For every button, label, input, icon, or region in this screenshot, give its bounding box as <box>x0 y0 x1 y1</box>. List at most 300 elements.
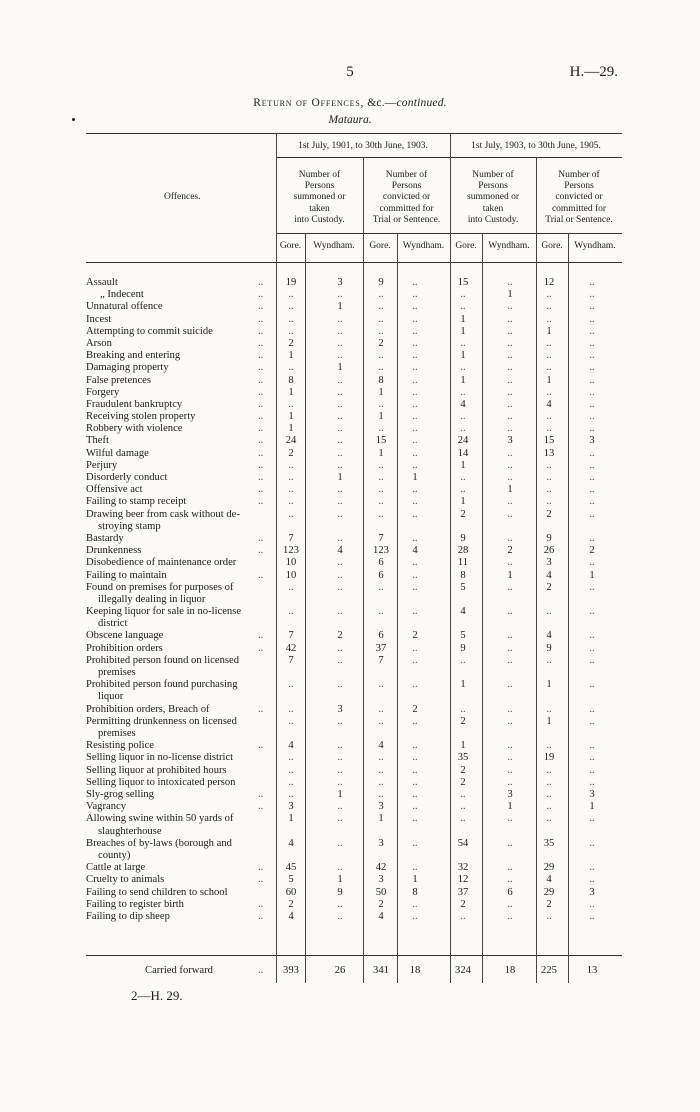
leader-dots: .. <box>258 910 264 922</box>
table-row <box>0 411 700 423</box>
value-cell: 7 <box>288 532 294 544</box>
value-cell: 2 <box>460 715 466 727</box>
value-cell: 9 <box>546 532 552 544</box>
value-cell: 1 <box>460 313 466 325</box>
value-cell: .. <box>507 654 513 666</box>
offence-name <box>86 423 270 435</box>
value-cell: .. <box>507 642 513 654</box>
value-cell: .. <box>589 472 595 483</box>
value-cell: 1 <box>507 289 513 301</box>
offence-label: Failing to maintain <box>86 569 167 581</box>
value-cell: 4 <box>378 910 384 922</box>
value-cell: .. <box>412 642 418 654</box>
value-cell: 1 <box>589 569 595 581</box>
table-row <box>0 362 700 374</box>
offence-name <box>86 277 270 289</box>
value-cell: .. <box>546 776 552 788</box>
value-cell: .. <box>546 313 552 325</box>
value-cell: .. <box>337 764 343 776</box>
value-cell: 9 <box>337 886 343 898</box>
sub-header-gore: Gore. <box>279 241 302 251</box>
value-cell: .. <box>507 459 513 471</box>
value-cell: .. <box>546 910 552 922</box>
value-cell: .. <box>337 898 343 910</box>
value-cell: .. <box>589 459 595 471</box>
sub-header-wyndham: Wyndham. <box>574 241 616 251</box>
value-cell: .. <box>589 374 595 386</box>
table-row <box>0 448 700 460</box>
value-cell: .. <box>337 813 343 825</box>
value-cell: .. <box>507 301 513 313</box>
value-cell: .. <box>378 325 384 337</box>
offence-name <box>86 533 270 545</box>
value-cell: .. <box>546 459 552 471</box>
value-cell: .. <box>589 764 595 776</box>
offence-name <box>86 765 270 777</box>
value-cell: 1 <box>546 374 552 386</box>
value-cell: .. <box>507 532 513 544</box>
value-cell: 37 <box>457 886 469 898</box>
value-cell: .. <box>412 776 418 788</box>
value-cell: .. <box>589 642 595 654</box>
value-cell: .. <box>412 752 418 764</box>
table-row <box>0 545 700 557</box>
value-cell: .. <box>589 752 595 764</box>
offence-label-continued: illegally dealing in liquor <box>98 593 206 605</box>
column-group-header-line: Persons <box>478 181 508 192</box>
value-cell: .. <box>288 301 294 313</box>
value-cell: 4 <box>460 606 466 618</box>
offence-label: Breaking and entering <box>86 350 181 362</box>
value-cell: .. <box>378 508 384 520</box>
value-cell: .. <box>507 423 513 435</box>
offence-name <box>86 716 270 740</box>
offence-label: Damaging property <box>86 362 169 374</box>
leader-dots: .. <box>258 898 264 910</box>
column-group-header-line: summoned or <box>293 192 346 203</box>
value-cell: .. <box>460 910 466 922</box>
value-cell: 4 <box>412 545 418 557</box>
value-cell: .. <box>546 350 552 362</box>
value-cell: .. <box>589 606 595 618</box>
leader-dots: .. <box>258 703 264 715</box>
leader-dots: .. <box>258 423 264 435</box>
value-cell: 8 <box>288 374 294 386</box>
value-cell: 2 <box>546 508 552 520</box>
table-row <box>0 399 700 411</box>
value-cell: .. <box>546 472 552 483</box>
value-cell: .. <box>412 325 418 337</box>
table-row <box>0 277 700 289</box>
sub-header-gore: Gore. <box>369 241 391 251</box>
value-cell: 4 <box>337 545 343 557</box>
value-cell: 4 <box>378 740 384 752</box>
value-cell: .. <box>589 447 595 459</box>
value-cell: .. <box>589 557 595 569</box>
value-cell: .. <box>412 606 418 618</box>
value-cell: 1 <box>378 813 384 825</box>
value-cell: .. <box>412 496 418 508</box>
value-cell: 123 <box>373 545 389 557</box>
value-cell: 1 <box>378 447 384 459</box>
leader-dots: .. <box>258 277 264 288</box>
value-cell: .. <box>337 569 343 581</box>
value-cell: 5 <box>460 630 466 642</box>
value-cell: 1 <box>288 423 294 435</box>
table-row <box>0 606 700 630</box>
value-cell: .. <box>337 752 343 764</box>
offence-name <box>86 655 270 679</box>
margin-mark <box>72 118 75 121</box>
offence-label-continued: premises <box>98 728 136 740</box>
value-cell: 60 <box>285 886 297 898</box>
value-cell: .. <box>507 325 513 337</box>
leader-dots: .. <box>258 350 264 362</box>
value-cell: .. <box>589 337 595 349</box>
carried-forward-leader: .. <box>258 965 264 976</box>
value-cell: 11 <box>457 557 469 569</box>
value-cell: .. <box>337 654 343 666</box>
value-cell: .. <box>337 411 343 423</box>
leader-dots: .. <box>258 496 264 508</box>
value-cell: 15 <box>375 435 387 447</box>
value-cell: .. <box>378 459 384 471</box>
offence-name <box>86 643 270 655</box>
offence-label: Offensive act <box>86 484 143 496</box>
leader-dots: .. <box>258 386 264 398</box>
value-cell: .. <box>412 313 418 325</box>
offence-label: Theft <box>86 435 109 447</box>
value-cell: 1 <box>507 801 513 813</box>
offence-label: Disobedience of maintenance order <box>86 557 237 569</box>
value-cell: 37 <box>375 642 387 654</box>
value-cell: 5 <box>288 874 294 886</box>
value-cell: 6 <box>378 630 384 642</box>
table-row <box>0 752 700 764</box>
table-row <box>0 350 700 362</box>
table-row <box>0 301 700 313</box>
value-cell: .. <box>412 764 418 776</box>
value-cell: .. <box>288 752 294 764</box>
offence-label: Perjury <box>86 459 118 471</box>
leader-dots: .. <box>258 862 264 874</box>
value-cell: .. <box>460 362 466 374</box>
value-cell: 1 <box>288 411 294 423</box>
value-cell: .. <box>507 898 513 910</box>
value-cell: 1 <box>460 325 466 337</box>
table-row <box>0 326 700 338</box>
table-row <box>0 777 700 789</box>
value-cell: .. <box>337 423 343 435</box>
value-cell: .. <box>546 813 552 825</box>
value-cell: 12 <box>543 277 555 288</box>
value-cell: .. <box>337 740 343 752</box>
offence-label: Breaches of by-laws (borough and <box>86 837 232 849</box>
value-cell: .. <box>378 752 384 764</box>
value-cell: 9 <box>460 642 466 654</box>
value-cell: .. <box>589 313 595 325</box>
table-row <box>0 338 700 350</box>
value-cell: 35 <box>543 837 555 849</box>
value-cell: .. <box>337 837 343 849</box>
carried-forward-value: 225 <box>541 965 557 976</box>
value-cell: 1 <box>546 679 552 691</box>
offence-name <box>86 911 270 923</box>
table-row <box>0 655 700 679</box>
table-row <box>0 557 700 569</box>
offence-name <box>86 887 270 899</box>
value-cell: .. <box>288 325 294 337</box>
offence-name <box>86 472 270 484</box>
table-row <box>0 472 700 484</box>
value-cell: 8 <box>412 886 418 898</box>
value-cell: .. <box>546 484 552 496</box>
value-cell: 2 <box>288 898 294 910</box>
value-cell: .. <box>288 484 294 496</box>
value-cell: 1 <box>378 386 384 398</box>
value-cell: 9 <box>546 642 552 654</box>
value-cell: .. <box>288 764 294 776</box>
value-cell: .. <box>589 630 595 642</box>
value-cell: .. <box>412 459 418 471</box>
table-row <box>0 509 700 533</box>
value-cell: 3 <box>337 277 343 288</box>
value-cell: .. <box>412 862 418 874</box>
table-row <box>0 813 700 837</box>
offence-name <box>86 435 270 447</box>
value-cell: .. <box>337 557 343 569</box>
value-cell: 6 <box>507 886 513 898</box>
offence-name <box>86 375 270 387</box>
value-cell: 1 <box>460 679 466 691</box>
value-cell: .. <box>378 313 384 325</box>
value-cell: .. <box>337 801 343 813</box>
offence-label: Cruelty to animals <box>86 874 165 886</box>
offence-label: Prohibition orders <box>86 642 163 654</box>
offence-label: Bastardy <box>86 532 124 544</box>
page-title <box>0 97 700 109</box>
value-cell: .. <box>412 898 418 910</box>
value-cell: .. <box>337 447 343 459</box>
column-group-header-line: Number of <box>385 170 428 180</box>
value-cell: .. <box>546 337 552 349</box>
leader-dots: .. <box>258 374 264 386</box>
column-group-header-line: committed for <box>551 203 607 214</box>
value-cell: .. <box>546 740 552 752</box>
leader-dots: .. <box>258 313 264 325</box>
value-cell: .. <box>507 496 513 508</box>
value-cell: .. <box>507 703 513 715</box>
value-cell: 2 <box>460 764 466 776</box>
leader-dots: .. <box>258 411 264 423</box>
value-cell: 1 <box>546 715 552 727</box>
value-cell: .. <box>288 508 294 520</box>
value-cell: .. <box>337 862 343 874</box>
value-cell: .. <box>546 301 552 313</box>
offence-name <box>86 448 270 460</box>
carried-forward-value: 393 <box>283 965 299 976</box>
table-row <box>0 874 700 886</box>
column-group-header-line: taken <box>482 203 504 214</box>
title-rest: &c.— <box>364 97 397 109</box>
table-row <box>0 887 700 899</box>
value-cell: .. <box>412 277 418 288</box>
value-cell: 7 <box>288 654 294 666</box>
value-cell: .. <box>378 776 384 788</box>
value-cell: .. <box>412 362 418 374</box>
offence-label-continued: county) <box>98 849 131 861</box>
value-cell: .. <box>412 654 418 666</box>
column-group-header-line: Number of <box>298 170 341 180</box>
title-continued: continued. <box>396 97 447 109</box>
offence-label: Sly-grog selling <box>86 788 154 800</box>
table-row <box>0 630 700 642</box>
offence-label: Assault <box>86 277 118 288</box>
value-cell: 1 <box>546 325 552 337</box>
offence-name <box>86 399 270 411</box>
value-cell: 1 <box>412 874 418 886</box>
value-cell: 29 <box>543 862 555 874</box>
value-cell: .. <box>460 703 466 715</box>
table-row <box>0 716 700 740</box>
offence-label: Selling liquor in no-license district <box>86 752 234 764</box>
offence-name <box>86 801 270 813</box>
leader-dots: .. <box>258 740 264 752</box>
column-group-header-line: convicted or <box>555 192 603 203</box>
value-cell: 2 <box>546 581 552 593</box>
value-cell: .. <box>589 508 595 520</box>
table-row <box>0 911 700 923</box>
offence-label-continued: premises <box>98 667 136 679</box>
value-cell: .. <box>460 654 466 666</box>
document-reference: H.—29. <box>569 64 618 80</box>
value-cell: 29 <box>543 886 555 898</box>
offence-name <box>86 630 270 642</box>
offence-label: Arson <box>86 337 112 349</box>
value-cell: .. <box>378 703 384 715</box>
value-cell: .. <box>546 788 552 800</box>
value-cell: 2 <box>507 545 513 557</box>
value-cell: .. <box>337 532 343 544</box>
value-cell: .. <box>460 337 466 349</box>
offences-column-header: Offences. <box>164 192 201 202</box>
value-cell: .. <box>507 776 513 788</box>
value-cell: 1 <box>288 350 294 362</box>
value-cell: .. <box>378 715 384 727</box>
value-cell: .. <box>288 313 294 325</box>
value-cell: .. <box>288 362 294 374</box>
value-cell: .. <box>507 350 513 362</box>
table-row <box>0 838 700 862</box>
value-cell: .. <box>507 764 513 776</box>
value-cell: .. <box>546 423 552 435</box>
value-cell: .. <box>546 801 552 813</box>
offence-name <box>86 362 270 374</box>
carried-forward-value: 13 <box>586 965 598 976</box>
value-cell: 10 <box>285 557 297 569</box>
value-cell: .. <box>337 910 343 922</box>
table-row <box>0 484 700 496</box>
value-cell: 9 <box>460 532 466 544</box>
carried-forward-value: 341 <box>373 965 389 976</box>
value-cell: .. <box>378 472 384 483</box>
value-cell: 19 <box>285 277 297 288</box>
value-cell: .. <box>507 813 513 825</box>
value-cell: .. <box>337 313 343 325</box>
offence-label: Failing to dip sheep <box>86 910 170 922</box>
offence-label: Drunkenness <box>86 545 142 557</box>
offence-name <box>86 460 270 472</box>
value-cell: 1 <box>378 411 384 423</box>
value-cell: .. <box>412 813 418 825</box>
signature-mark: 2—H. 29. <box>131 988 183 1003</box>
value-cell: 1 <box>288 813 294 825</box>
table-row <box>0 801 700 813</box>
column-group-header-line: Trial or Sentence. <box>372 214 441 225</box>
value-cell: .. <box>288 581 294 593</box>
offence-label: Failing to stamp receipt <box>86 496 187 508</box>
value-cell: .. <box>589 386 595 398</box>
offence-name <box>86 606 270 630</box>
value-cell: .. <box>589 837 595 849</box>
value-cell: .. <box>460 472 466 483</box>
value-cell: 3 <box>507 435 513 447</box>
value-cell: .. <box>378 301 384 313</box>
value-cell: .. <box>460 423 466 435</box>
value-cell: .. <box>412 289 418 301</box>
table-row <box>0 765 700 777</box>
value-cell: .. <box>337 350 343 362</box>
table-row <box>0 704 700 716</box>
offence-label: Permitting drunkenness on licensed <box>86 715 237 727</box>
table-row <box>0 435 700 447</box>
value-cell: .. <box>378 350 384 362</box>
value-cell: .. <box>589 484 595 496</box>
table-row <box>0 314 700 326</box>
value-cell: 3 <box>589 788 595 800</box>
leader-dots: .. <box>258 484 264 496</box>
value-cell: .. <box>460 813 466 825</box>
value-cell: .. <box>589 776 595 788</box>
value-cell: .. <box>412 740 418 752</box>
value-cell: 24 <box>285 435 297 447</box>
offence-label-continued: stroying stamp <box>98 520 161 532</box>
value-cell: .. <box>589 532 595 544</box>
value-cell: .. <box>337 337 343 349</box>
value-cell: .. <box>460 801 466 813</box>
value-cell: 1 <box>460 350 466 362</box>
value-cell: .. <box>589 813 595 825</box>
offence-label: Wilful damage <box>86 447 149 459</box>
table-row <box>0 533 700 545</box>
offence-label: Incest <box>86 313 112 325</box>
column-group-header-line: committed for <box>379 203 434 214</box>
value-cell: 15 <box>457 277 469 288</box>
title-main: Return of Offences, <box>253 97 365 109</box>
table-row <box>0 375 700 387</box>
value-cell: .. <box>337 459 343 471</box>
value-cell: .. <box>412 557 418 569</box>
value-cell: .. <box>378 362 384 374</box>
value-cell: .. <box>337 386 343 398</box>
value-cell: .. <box>288 289 294 301</box>
offence-name <box>86 862 270 874</box>
value-cell: .. <box>507 874 513 886</box>
column-group-header-line: summoned or <box>467 192 519 203</box>
value-cell: .. <box>589 362 595 374</box>
value-cell: .. <box>460 386 466 398</box>
value-cell: .. <box>507 313 513 325</box>
